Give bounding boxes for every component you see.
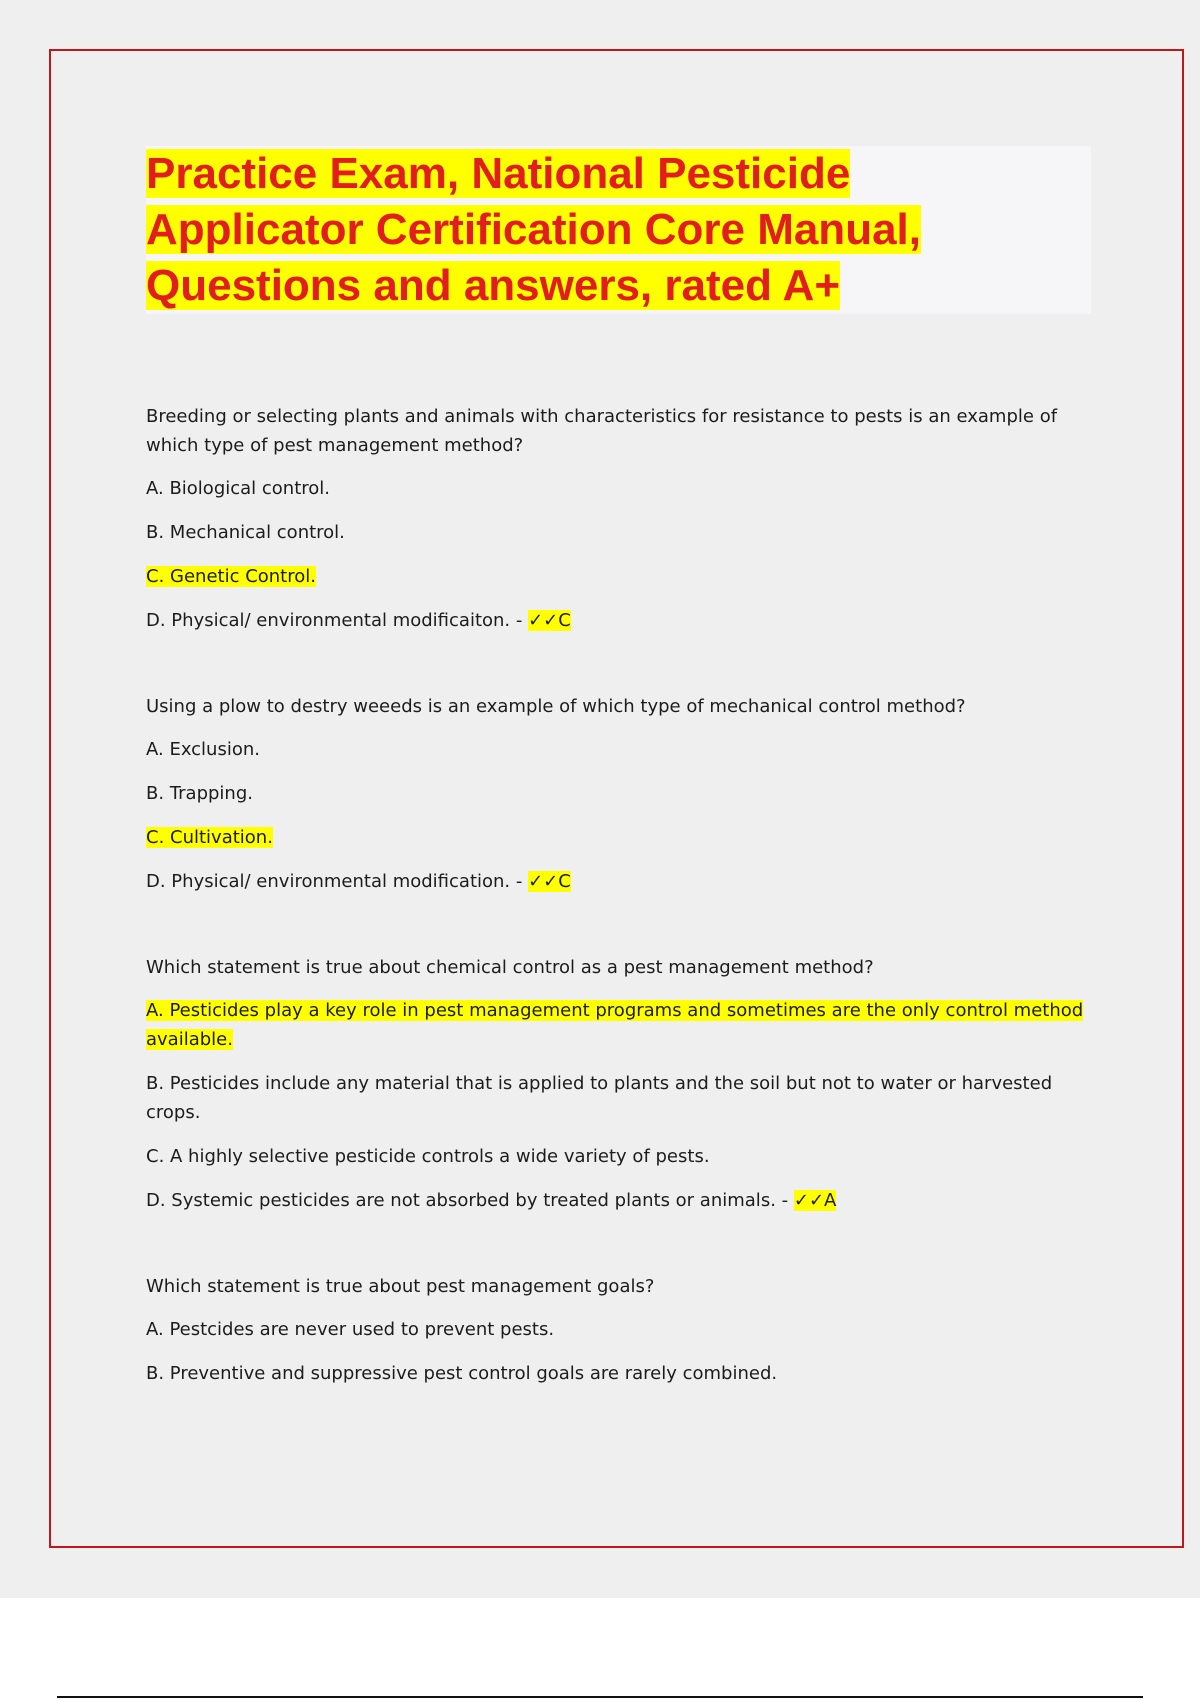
footer-rule [57,1696,1143,1698]
question-block-4 [146,1272,1086,1388]
option-b: B. Trapping. [146,783,253,804]
questions-area [146,402,1086,1445]
option-a: A. Exclusion. [146,739,260,760]
option-c: C. A highly selective pesticide controls a wide variety of pests. [146,1146,710,1167]
question-block-2 [146,692,1086,896]
option-a: A. Biological control. [146,478,331,499]
option-b: B. Mechanical control. [146,522,345,543]
option-b: B. Pesticides include any material that is applied to plants and the soil but not to water or harvested crops. [146,1073,1053,1123]
title-line-1: Practice Exam, National Pesticide [146,149,851,198]
title-line-2: Applicator Certification Core Manual, [146,205,921,254]
answer-mark: ✓✓A [793,1190,837,1211]
answer-mark: ✓✓C [528,610,571,631]
question-text: Breeding or selecting plants and animals with characteristics for resistance to pests is an example of which type of pest management method? [146,406,1058,456]
option-a-correct: A. Pesticides play a key role in pest management programs and sometimes are the only control method available. [146,1000,1084,1050]
option-b: B. Preventive and suppressive pest control goals are rarely combined. [146,1363,778,1384]
question-block-3 [146,953,1086,1215]
question-text: Which statement is true about chemical control as a pest management method? [146,957,874,978]
option-c-correct: C. Cultivation. [146,827,273,848]
option-d: D. Systemic pesticides are not absorbed by treated plants or animals. - ✓✓A [146,1190,837,1211]
question-block-1 [146,402,1086,635]
question-text: Using a plow to destry weeeds is an example of which type of mechanical control method? [146,696,966,717]
title-line-3: Questions and answers, rated A+ [146,261,841,310]
document-title [146,146,1091,314]
option-c-correct: C. Genetic Control. [146,566,316,587]
answer-mark: ✓✓C [528,871,571,892]
question-text: Which statement is true about pest management goals? [146,1276,655,1297]
option-d: D. Physical/ environmental modification. - ✓✓C [146,871,571,892]
option-a: A. Pestcides are never used to prevent pests. [146,1319,555,1340]
option-d: D. Physical/ environmental modificaiton. - ✓✓C [146,610,571,631]
